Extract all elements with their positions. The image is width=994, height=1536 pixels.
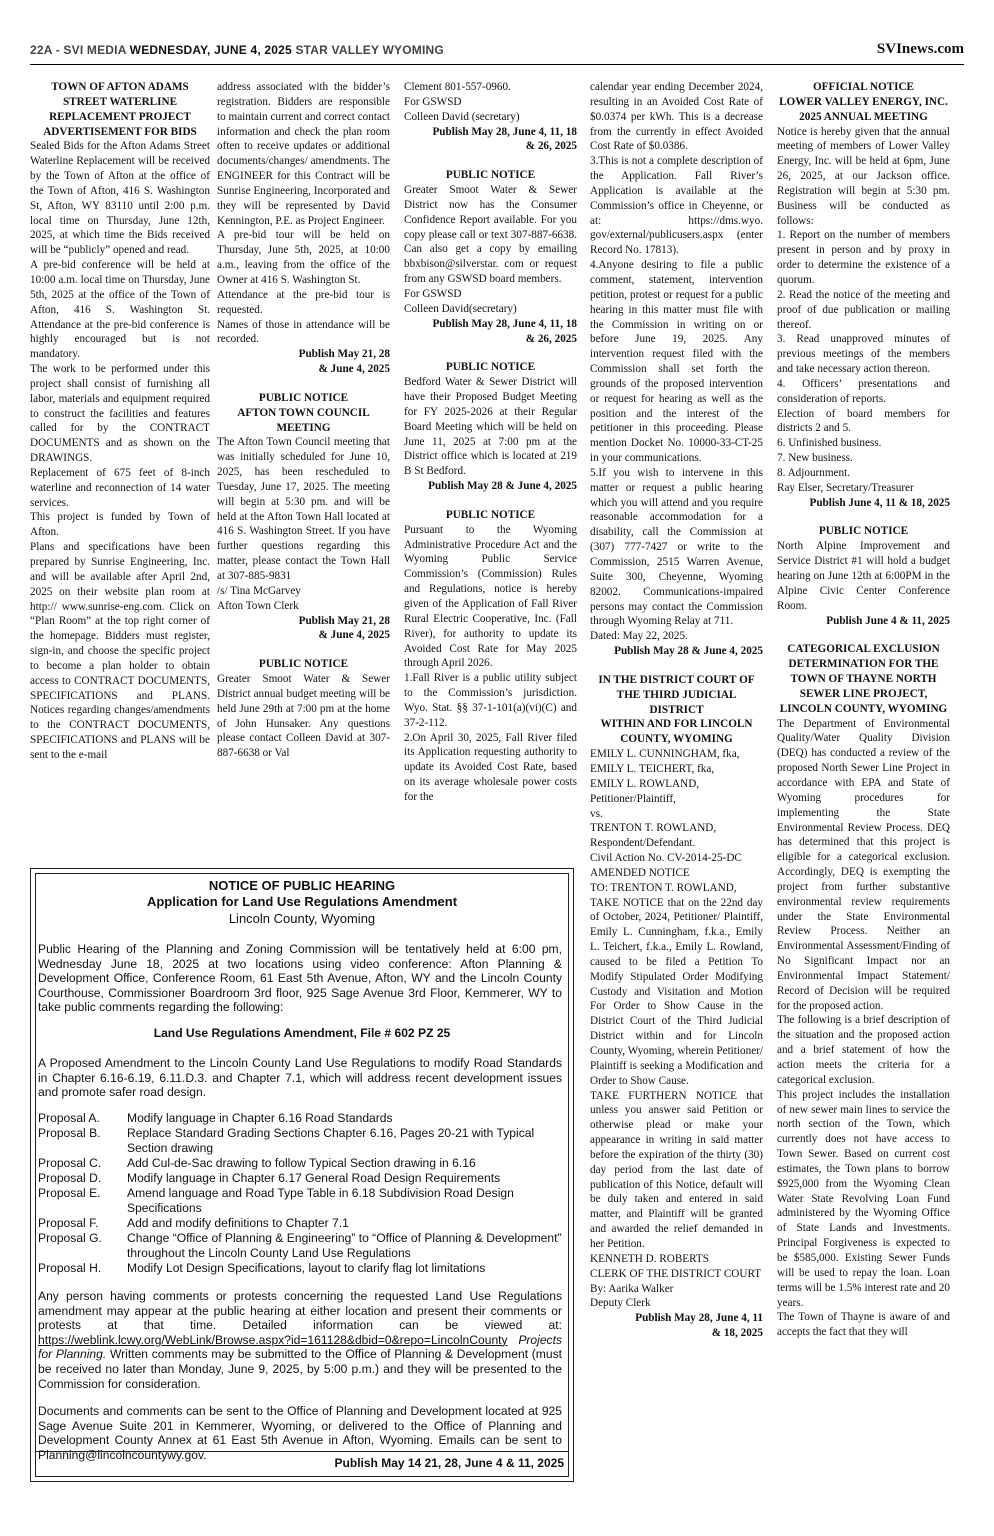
notice-paragraph: For GSWSD bbox=[404, 95, 462, 108]
proposal-label: Proposal A. bbox=[38, 1111, 100, 1125]
notice-paragraph: /s/ Tina McGarvey bbox=[217, 584, 301, 597]
publish-line: & 18, 2025 bbox=[711, 1327, 763, 1340]
notice-paragraph: 7. New business. bbox=[777, 452, 853, 465]
proposal-label: Proposal E. bbox=[38, 1186, 101, 1200]
public-hearing-notice-frame bbox=[35, 873, 569, 1477]
proposal-label: Proposal B. bbox=[38, 1126, 101, 1140]
notice-paragraph: TAKE NOTICE that on the 22nd day of October, 2024, Petitioner/ Plaintiff, Emily L. Cunningham, f.k.a., Emily L. Teichert, f.k.a., Emily L. Rowland, caused to be filed a Petition To Modify Stipulated Order Modifying Custody and Visitation and Motion For Order to Show Cause in the District Court of the Third Judicial District within and for Lincoln County, Wyoming, wherein Petitioner/ Plaintiff is seeking a Modification and Order to Show Cause. bbox=[590, 896, 763, 1087]
publish-line: & 26, 2025 bbox=[525, 140, 577, 153]
notice-paragraph: 3. Read unapproved minutes of previous meetings of the members and take necessary action thereon. bbox=[777, 333, 950, 376]
notice-paragraph: Deputy Clerk bbox=[590, 1297, 651, 1310]
proposal-text: Modify Lot Design Specifications, layout to clarify flag lot limitations bbox=[127, 1261, 486, 1275]
notice-paragraph: Election of board members for districts 2 and 5. bbox=[777, 407, 950, 435]
publish-line: & June 4, 2025 bbox=[318, 629, 390, 642]
notice-paragraph: Greater Smoot Water & Sewer District annual budget meeting will be held June 29th at 7:00 pm at the home of John Hunsaker. Any questions please contact Colleen David at 307-887-6638 or Val bbox=[217, 673, 390, 760]
notice-paragraph: 3.This is not a complete description of the Application. Fall River’s Application is available at the Commission’s office in Cheyenne, or at: https://dms.wyo. gov/external/publicusers.aspx (enter Record No. 17813). bbox=[590, 155, 763, 257]
notice-spacer bbox=[217, 377, 390, 391]
notice-paragraph: The Afton Town Council meeting that was initially scheduled for June 10, 2025, has been rescheduled to Tuesday, June 17, 2025. The meeting will begin at 5:30 pm. and will be held at the Afton Town Hall located at 416 S. Washington Street. If you have further questions regarding this matter, please contact the Town Hall at 307-885-9831 bbox=[217, 436, 390, 582]
notice-paragraph: 5.If you wish to intervene in this matter or request a public hearing which you will attend and you require reasonable accommodation for a disability, call the Commission at (307) 777-7427 or write to the Commission, 2515 Warren Avenue, Suite 300, Cheyenne, Wyoming 82002. Communications-impaired persons may contact the Commission through Wyoming Relay at 711. bbox=[590, 466, 763, 628]
notice-heading: PUBLIC NOTICE bbox=[258, 391, 349, 404]
notice-paragraph: Colleen David(secretary) bbox=[404, 302, 517, 315]
notice-spacer bbox=[777, 510, 950, 524]
proposal-label: Proposal F. bbox=[38, 1216, 99, 1230]
issue-date: WEDNESDAY, JUNE 4, 2025 bbox=[129, 43, 292, 57]
notice-paragraph: The following is a brief description of the situation and the proposed action and a brief statement of how the action meets the criteria for a categorical exclusion. bbox=[777, 1014, 950, 1086]
notice-paragraph: Petitioner/Plaintiff, bbox=[590, 792, 676, 805]
documents-paragraph: Documents and comments can be sent to the Office of Planning and Development located at 925 Sage Avenue Suite 201 in Kemmerer, Wyoming, or delivered to the Office of Planning and Development County Annex at 61 East 5th Avenue in Afton, Wyoming. Emails can be sent to Planning@lincolncountywy.gov. bbox=[38, 1404, 562, 1462]
notice-paragraph: EMILY L. ROWLAND, bbox=[590, 777, 700, 790]
notice-paragraph: 4.Anyone desiring to file a public comment, statement, intervention petition, protest or request for a public hearing in this matter must file with the Commission in writing on or before June 19, 2025. Any intervention request filed with the Commission shall set forth the grounds of the proposed intervention or request for hearing as well as the position and the interest of the petitioner in this proceeding. Please mention Docket No. 10000-33-CT-25 in your communications. bbox=[590, 259, 763, 465]
notice-heading: PUBLIC NOTICE bbox=[258, 658, 349, 671]
masthead-dateline: 22A - SVI MEDIA WEDNESDAY, JUNE 4, 2025 STAR VALLEY WYOMING bbox=[30, 43, 444, 57]
notice-paragraph: Colleen David (secretary) bbox=[404, 110, 520, 123]
notice-heading: CATEGORICAL EXCLUSION DETERMINATION FOR THE TOWN OF THAYNE NORTH SEWER LINE PROJECT, LINCOLN COUNTY, WYOMING bbox=[779, 643, 948, 715]
column-2 bbox=[217, 80, 390, 852]
proposal-label: Proposal G. bbox=[38, 1231, 102, 1245]
proposal-text: Modify language in Chapter 6.16 Road Standards bbox=[127, 1111, 393, 1125]
column-5 bbox=[777, 80, 950, 1480]
notice-paragraph: CLERK OF THE DISTRICT COURT bbox=[590, 1267, 762, 1280]
notice-spacer bbox=[404, 346, 577, 360]
notice-paragraph: 4. Officers’ presentations and consideration of reports. bbox=[777, 377, 950, 405]
notice-spacer bbox=[777, 628, 950, 642]
publish-line: Publish May 28, June 4, 11 bbox=[635, 1312, 763, 1325]
publish-line: Publish May 28, June 4, 11, 18 bbox=[432, 125, 577, 138]
notice-paragraph: A pre-bid tour will be held on Thursday, June 5th, 2025, at 10:00 a.m., leaving from the office of the Owner at 416 S. Washington St. bbox=[217, 229, 390, 286]
notice-paragraph: North Alpine Improvement and Service District #1 will hold a budget hearing on June 12th at 6:00PM in the Alpine Civic Center Conference Room. bbox=[777, 540, 950, 612]
publish-line: Publish June 4, 11 & 18, 2025 bbox=[809, 496, 950, 509]
notice-paragraph: Attendance at the pre-bid tour is requested. bbox=[217, 288, 390, 316]
notice-spacer bbox=[404, 154, 577, 168]
publish-line: Publish June 4 & 11, 2025 bbox=[826, 614, 950, 627]
notice-paragraph: TO: TRENTON T. ROWLAND, bbox=[590, 881, 737, 894]
notice-paragraph: Notice is hereby given that the annual meeting of members of Lower Valley Energy, Inc. will be held at 6pm, June 26, 2025, at our Jackson office. Registration will begin at 5:30 pm. Business will be conducted as follows: bbox=[777, 125, 950, 227]
notice-paragraph: Pursuant to the Wyoming Administrative Procedure Act and the Wyoming Public Service Commission’s (Commission) Rules and Regulations, notice is hereby given of the Application of Fall River Rural Electric Cooperative, Inc. (Fall River), for authority to update its Avoided Cost Rate for May 2025 through April 2026. bbox=[404, 523, 577, 670]
notice-heading: OFFICIAL NOTICE bbox=[812, 81, 914, 93]
notice-heading: AFTON TOWN COUNCIL MEETING bbox=[237, 406, 370, 434]
proposal-label: Proposal D. bbox=[38, 1171, 102, 1185]
publish-line: Publish May 28 & June 4, 2025 bbox=[614, 645, 763, 658]
column-1 bbox=[30, 80, 210, 852]
publish-line: Publish May 21, 28 bbox=[298, 348, 390, 361]
weblink-url[interactable]: https://weblink.lcwy.org/WebLink/Browse.aspx?id=161128&dbid=0&repo=LincolnCounty bbox=[38, 1332, 508, 1347]
notice-paragraph: Afton Town Clerk bbox=[217, 599, 299, 612]
notice-paragraph: AMENDED NOTICE bbox=[590, 866, 690, 879]
proposal-text: Amend language and Road Type Table in 6.18 Subdivision Road Design Specifications bbox=[127, 1186, 514, 1215]
hearing-intro: Public Hearing of the Planning and Zoning Commission will be tentatively held at 6:00 pm, Wednesday June 18, 2025 at two locations using video conference: Afton Planning & Development Office, Conference Room, 61 East 5th Avenue, Afton, WY and the Lincoln County Courthouse, Commissioner Boardroom 3rd floor, 925 Sage Avenue 3rd Floor, Kemmerer, WY to take public comments regarding the following: bbox=[38, 942, 562, 1015]
notice-paragraph: EMILY L. CUNNINGHAM, fka, bbox=[590, 748, 740, 761]
proposal-text: Modify language in Chapter 6.17 General Road Design Requirements bbox=[127, 1171, 501, 1185]
notice-paragraph: Replacement of 675 feet of 8-inch waterline and reconnection of 14 water services. bbox=[30, 466, 210, 509]
notice-paragraph: Dated: May 22, 2025. bbox=[590, 630, 688, 643]
masthead bbox=[30, 40, 964, 65]
public-hearing-notice bbox=[30, 868, 574, 1482]
notice-heading: PUBLIC NOTICE bbox=[445, 508, 536, 521]
notice-paragraph: Ray Elser, Secretary/Treasurer bbox=[777, 481, 914, 494]
notice-paragraph: vs. bbox=[590, 807, 603, 820]
notice-paragraph: 1.Fall River is a public utility subject to the Commission’s jurisdiction. Wyo. Stat. §§ 37-1-101(a)(vi)(C) and 37-2-112. bbox=[404, 672, 577, 729]
notice-heading: 2025 ANNUAL MEETING bbox=[799, 110, 928, 123]
publish-line: & 26, 2025 bbox=[525, 332, 577, 345]
notice-paragraph: 2. Read the notice of the meeting and proof of due publication or mailing thereof. bbox=[777, 288, 950, 331]
notice-paragraph: Bedford Water & Sewer District will have their Proposed Budget Meeting for FY 2025-2026 at their Regular Board Meeting which will be held on June 11, 2025 at 7:00 pm at the District office which is located at 219 B St Bedford. bbox=[404, 376, 577, 478]
notice-paragraph: Plans and specifications have been prepared by Sunrise Engineering, Inc. and will be available after April 2nd, 2025 on their website plan room at http:// www.sunrise-eng.com. Click on “Plan Room” at the top right corner of the homepage. Bidders must register, sign-in, and choose the specific project to become a plan holder to obtain access to CONTRACT DOCUMENTS, SPECIFICATIONS and PLANS. Notices regarding changes/amendments to the CONTRACT DOCUMENTS, SPECIFICATIONS and PLANS will be sent to the e-mail bbox=[30, 541, 210, 761]
notice-paragraph: EMILY L. TEICHERT, fka, bbox=[590, 762, 715, 775]
column-4 bbox=[590, 80, 763, 1480]
notice-paragraph: This project is funded by Town of Afton. bbox=[30, 511, 210, 539]
proposal-text: Add and modify definitions to Chapter 7.1 bbox=[127, 1216, 349, 1230]
notice-spacer bbox=[404, 494, 577, 508]
notice-paragraph: Names of those in attendance will be recorded. bbox=[217, 318, 390, 346]
publish-line: Publish May 21, 28 bbox=[298, 614, 390, 627]
publish-line: & June 4, 2025 bbox=[318, 363, 390, 376]
notice-paragraph: Clement 801-557-0960. bbox=[404, 81, 511, 93]
proposal-label: Proposal H. bbox=[38, 1261, 102, 1275]
hearing-subtitle: Application for Land Use Regulations Amendment bbox=[146, 894, 458, 909]
hearing-title: NOTICE OF PUBLIC HEARING bbox=[208, 878, 396, 893]
notice-paragraph: A pre-bid conference will be held at 10:00 a.m. local time on Thursday, June 5th, 2025 at the office of the Town of Afton, 416 S. Washington St. Attendance at the pre-bid conference is highly encouraged but is not mandatory. bbox=[30, 259, 210, 361]
notice-paragraph: Sealed Bids for the Afton Adams Street Waterline Replacement will be received by the Town of Afton at the office of the Town of Afton, 416 S. Washington St, Afton, WY 83110 until 2:00 p.m. local time on Thursday, June 12th, 2025, at which time the Bids received will be “publicly” opened and read. bbox=[30, 140, 210, 257]
notice-paragraph: calendar year ending December 2024, resulting in an Avoided Cost Rate of $0.0374 per kWh. This is a decrease from the currently in effect Avoided Cost Rate of $0.0386. bbox=[590, 81, 763, 153]
notice-heading: IN THE DISTRICT COURT OF THE THIRD JUDICIAL DISTRICT bbox=[598, 673, 755, 716]
notice-paragraph: The Department of Environmental Quality/Water Quality Division (DEQ) has conducted a review of the proposed North Sewer Line Project in accordance with EPA and State of Wyoming procedures for implementing the State Environmental Review Process. DEQ has determined that this project is eligible for a categorical exclusion. Accordingly, DEQ is exempting the project from further substantive environmental review requirements under the State Environmental Review Process. Neither an Environmental Assessment/Finding of No Significant Impact nor an Environmental Impact Statement/ Record of Decision will be required for the proposed action. bbox=[777, 717, 950, 1012]
notice-heading: PUBLIC NOTICE bbox=[818, 525, 909, 538]
publish-line: Publish May 28, June 4, 11, 18 bbox=[432, 317, 577, 330]
notice-heading: TOWN OF AFTON ADAMS STREET WATERLINE REPLACEMENT PROJECT ADVERTISEMENT FOR BIDS bbox=[43, 81, 197, 138]
site-name: SVInews.com bbox=[876, 41, 964, 57]
notice-heading: PUBLIC NOTICE bbox=[445, 361, 536, 374]
notice-paragraph: For GSWSD bbox=[404, 287, 462, 300]
notice-spacer bbox=[217, 643, 390, 657]
notice-paragraph: address associated with the bidder’s registration. Bidders are responsible to maintain current and correct contact information and check the plan room often to receive updates or additional documents/changes/ amendments. The ENGINEER for this Contract will be Sunrise Engineering, Incorporated and they will be represented by David Kennington, P.E. as Project Engineer. bbox=[217, 81, 390, 227]
notice-paragraph: TAKE FURTHERN NOTICE that unless you answer said Petition or otherwise plead or make your appearance in writing in said matter before the expiration of the thirty (30) day period from the last date of publication of this Notice, default will be duly taken and entered in said matter, and Plaintiff will be granted and awarded the relief demanded in her Petition. bbox=[590, 1089, 763, 1250]
notice-paragraph: This project includes the installation of new sewer main lines to service the north section of the Town, which currently does not have access to Town Sewer. Based on current cost estimates, the Town plans to borrow $925,000 from the Wyoming Clean Water State Revolving Loan Fund administered by the Wyoming Office of State Lands and Investments. Principal Forgiveness is expected to be $585,000. Existing Sewer Funds will be used to repay the loan. Loan terms will be 1.5% interest rate and 20 years. bbox=[777, 1088, 950, 1309]
notice-paragraph: By: Aarika Walker bbox=[590, 1282, 674, 1295]
notice-paragraph: The Town of Thayne is aware of and accepts the fact that they will bbox=[777, 1311, 950, 1339]
proposal-text: Change “Office of Planning & Engineering” to “Office of Planning & Development” throughout the Lincoln County Land Use Regulations bbox=[127, 1231, 562, 1260]
notice-paragraph: Civil Action No. CV-2014-25-DC bbox=[590, 852, 742, 865]
proposal-text: Add Cul-de-Sac drawing to follow Typical Section drawing in 6.16 bbox=[127, 1156, 476, 1170]
notice-paragraph: Greater Smoot Water & Sewer District now has the Consumer Confidence Report available. For you copy please call or text 307-887-6638. Can also get a copy by emailing bbxbison@silverstar. com or request from any GSWSD board members. bbox=[404, 184, 577, 286]
notice-paragraph: 1. Report on the number of members present in person and by proxy in order to determine the existence of a quorum. bbox=[777, 229, 950, 286]
notice-paragraph: 8. Adjournment. bbox=[777, 466, 851, 479]
column-3 bbox=[404, 80, 577, 852]
notice-paragraph: KENNETH D. ROBERTS bbox=[590, 1252, 709, 1265]
notice-heading: PUBLIC NOTICE bbox=[445, 169, 536, 182]
notice-paragraph: TRENTON T. ROWLAND, bbox=[590, 822, 717, 835]
notice-heading: LOWER VALLEY ENERGY, INC. bbox=[779, 95, 948, 108]
publish-divider bbox=[36, 1451, 568, 1452]
amendment-description: A Proposed Amendment to the Lincoln County Land Use Regulations to modify Road Standards in Chapter 6.16-6.19, 6.11.D.3. and Chapter 7.1, which will address recent development issues and promote safer road design. bbox=[38, 1056, 562, 1100]
publish-line: Publish May 28 & June 4, 2025 bbox=[428, 480, 577, 493]
comments-paragraph: Any person having comments or protests concerning the requested Land Use Regulations amendment may appear at the public hearing at either location and present their comments or protests at that time. Detailed information can be viewed at: https://weblink.lcwy.org/WebLink/Browse.aspx?id=161128&dbid=0&repo=LincolnCounty Projects for Planning. Written comments may be submitted to the Office of Planning & Development (must be received no later than Monday, June 9, 2025, by 5:00 p.m.) and they will be presented to the Commission for consideration. bbox=[38, 1289, 562, 1391]
hearing-county: Lincoln County, Wyoming bbox=[228, 911, 376, 926]
amendment-title: Land Use Regulations Amendment, File # 602 PZ 25 bbox=[153, 1026, 451, 1040]
notice-paragraph: The work to be performed under this project shall consist of furnishing all labor, materials and equipment required to construct the facilities and features called for by the CONTRACT DOCUMENTS and as shown on the DRAWINGS. bbox=[30, 363, 210, 465]
notice-heading: WITHIN AND FOR LINCOLN COUNTY, WYOMING bbox=[600, 718, 753, 746]
notice-spacer bbox=[590, 659, 763, 673]
proposal-text: Replace Standard Grading Sections Chapter 6.16, Pages 20-21 with Typical Section drawing bbox=[127, 1126, 535, 1155]
notice-paragraph: 6. Unfinished business. bbox=[777, 437, 882, 450]
notice-paragraph: Respondent/Defendant. bbox=[590, 837, 696, 850]
hearing-publish-dates: Publish May 14 21, 28, June 4 & 11, 2025 bbox=[334, 1456, 564, 1470]
proposal-label: Proposal C. bbox=[38, 1156, 102, 1170]
notice-paragraph: 2.On April 30, 2025, Fall River filed its Application requesting authority to update its Avoided Cost Rate, based on its average wholesale power costs for the bbox=[404, 731, 577, 803]
